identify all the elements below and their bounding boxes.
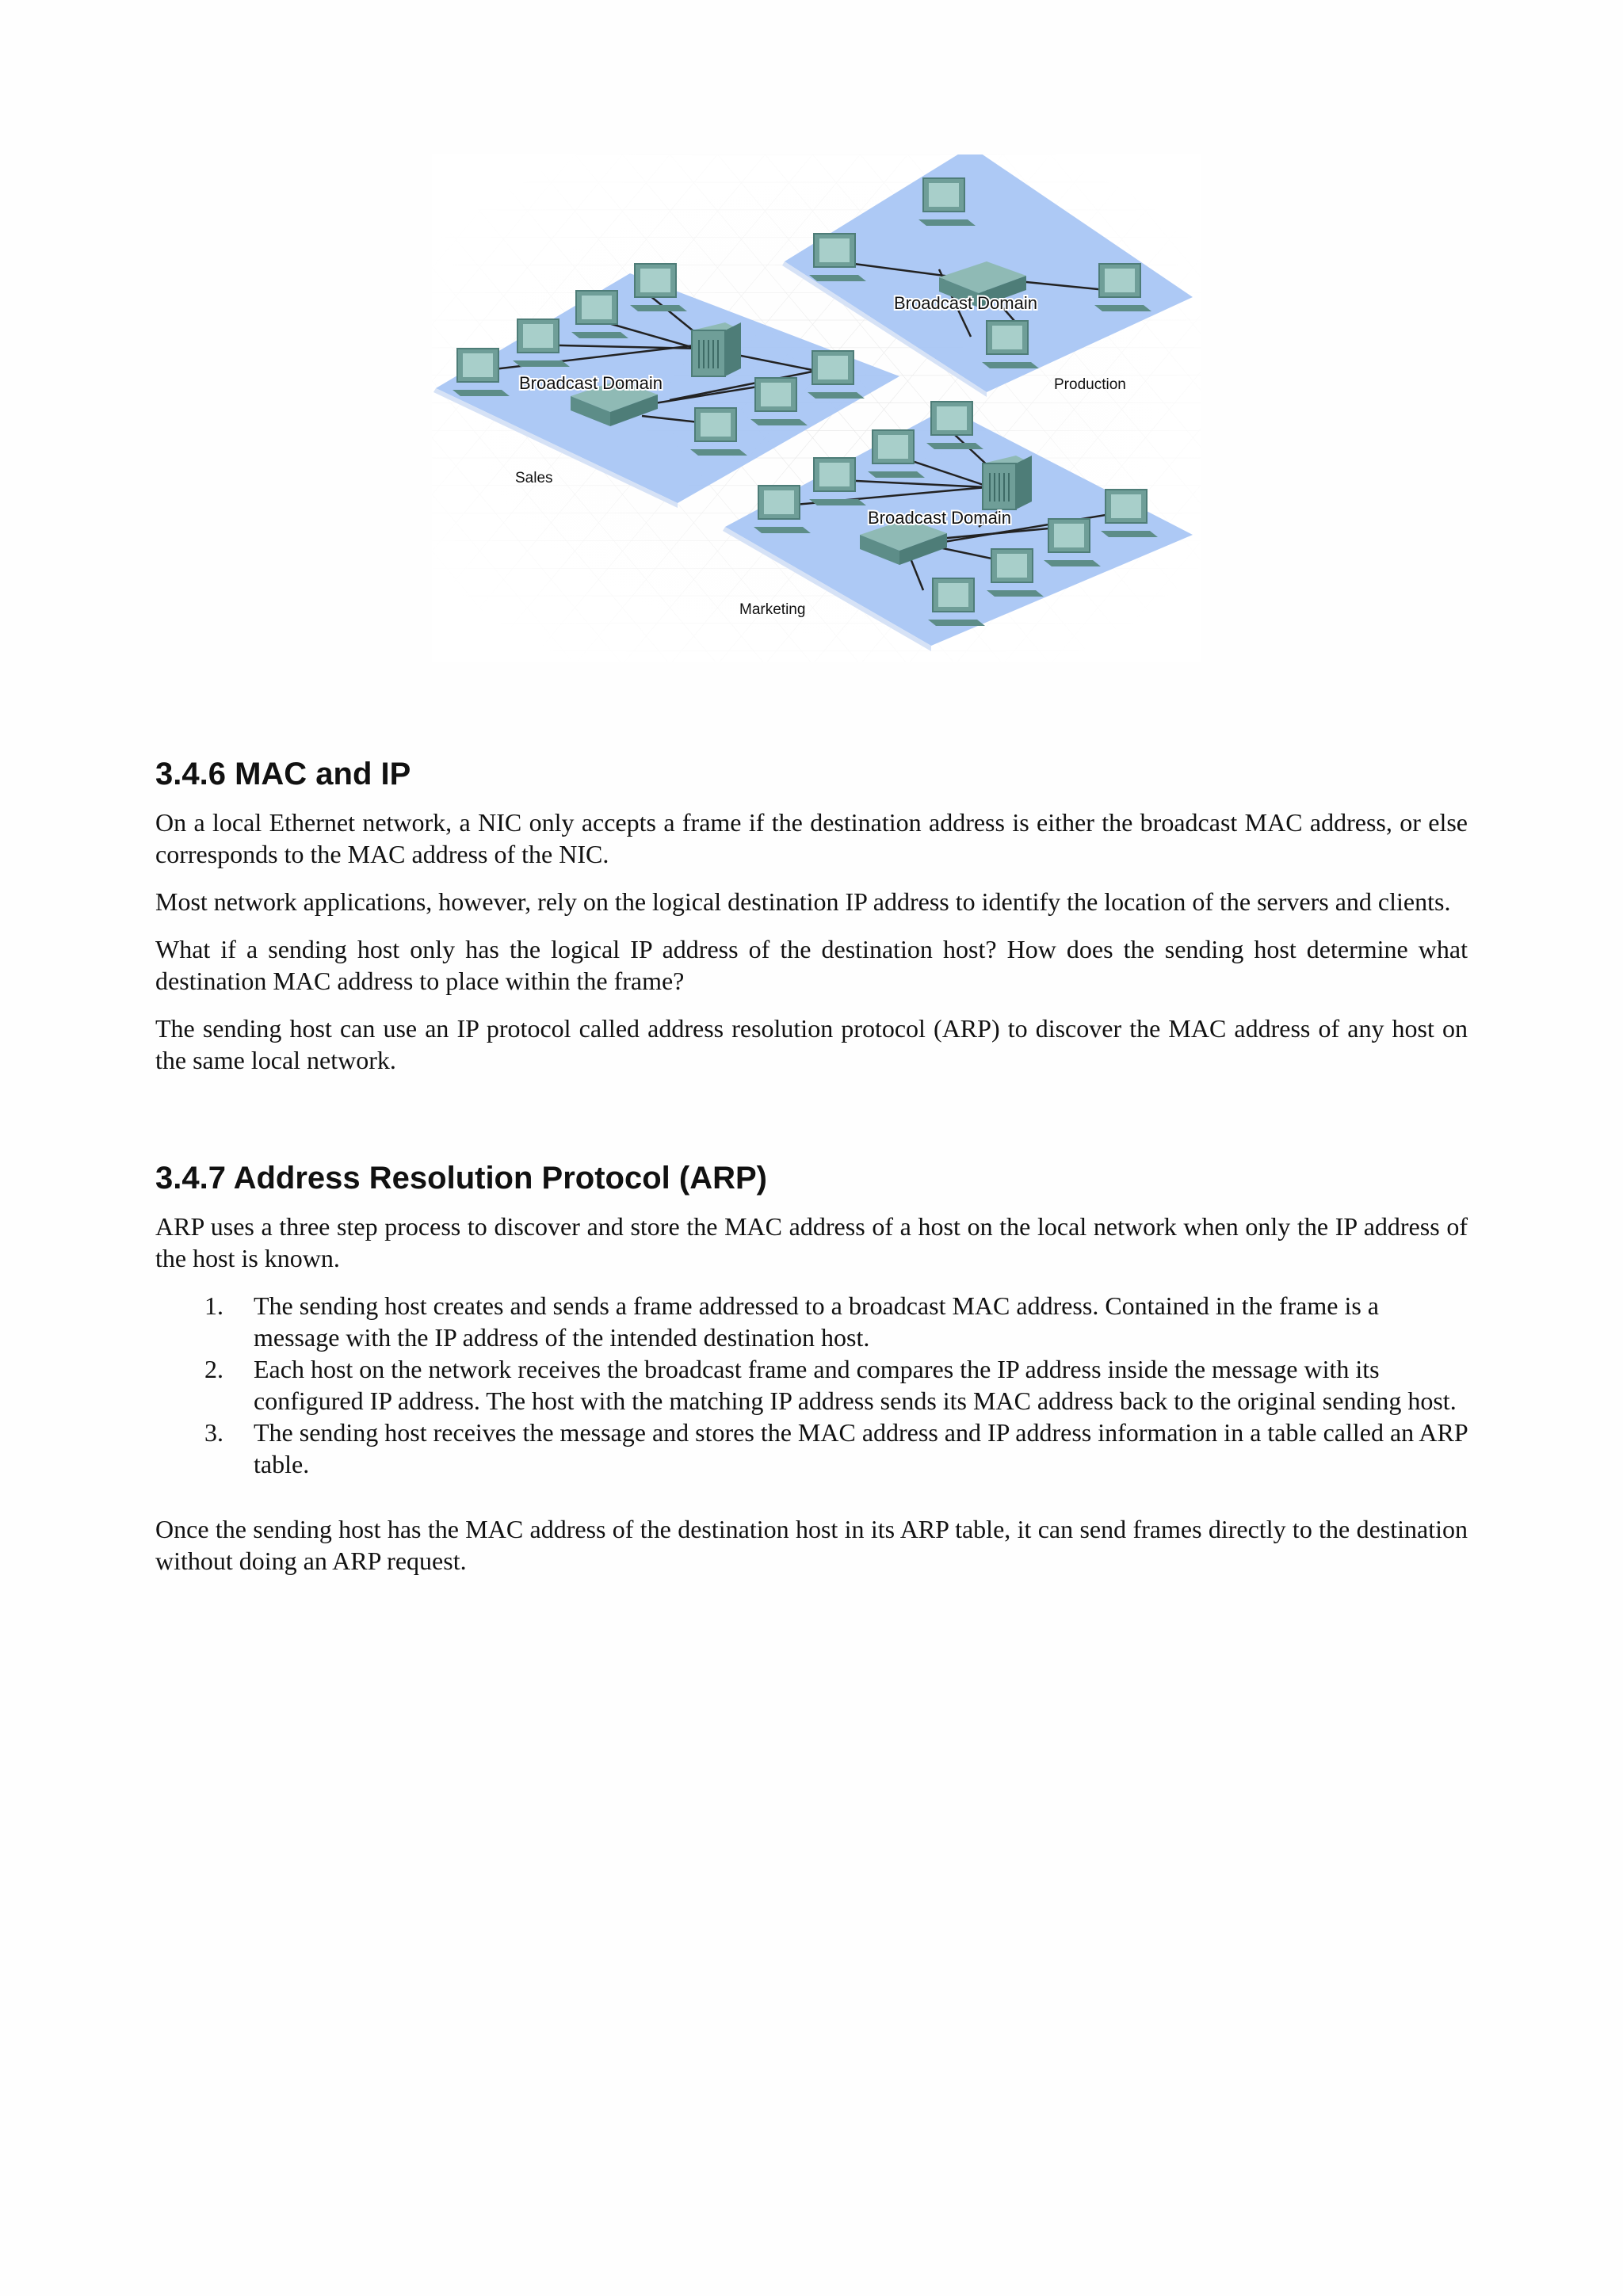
paragraph: On a local Ethernet network, a NIC only accepts a frame if the destination address is either the broadcast MAC address, or else corresponds to the MAC address of the NIC. [155,808,1468,868]
paragraph: What if a sending host only has the logical IP address of the destination host? How does the sending host determine what destination MAC address to place within the frame? [155,935,1468,995]
broadcast-domains-figure [432,154,1201,662]
list-item-text: The sending host receives the message and stores the MAC address and IP address information in a table called an ARP table. [254,1418,1468,1478]
section-arp [155,1161,1468,1577]
sales-label: Sales [515,470,553,486]
broadcast-domain-label-production: Broadcast Domain [894,293,1037,313]
marketing-label: Marketing [739,601,806,618]
list-number: 2. [204,1355,223,1383]
list-item-text: The sending host creates and sends a frame addressed to a broadcast MAC address. Contained in the frame is a message with the IP address of the intended destination host. [254,1291,1379,1352]
list-item [155,1353,1468,1417]
marketing-hub [983,456,1032,509]
section-mac-and-ip [155,757,1468,1092]
arp-steps-list [155,1290,1468,1480]
section-heading: 3.4.7 Address Resolution Protocol (ARP) [155,1161,767,1196]
section-heading: 3.4.6 MAC and IP [155,757,411,791]
sales-hub [692,322,741,376]
paragraph: ARP uses a three step process to discover and store the MAC address of a host on the local network when only the IP address of the host is known. [155,1212,1468,1272]
production-label: Production [1054,376,1126,393]
list-item [155,1290,1468,1353]
broadcast-domain-label-marketing: Broadcast Domain [868,508,1011,528]
broadcast-domain-label-sales: Broadcast Domain [519,373,663,393]
paragraph: The sending host can use an IP protocol called address resolution protocol (ARP) to discover the MAC address of any host on the same local network. [155,1014,1468,1074]
network-diagram [432,154,1201,662]
paragraph: Once the sending host has the MAC address of the destination host in its ARP table, it can send frames directly to the destination without doing an ARP request. [155,1515,1468,1575]
paragraph: Most network applications, however, rely on the logical destination IP address to identify the location of the servers and clients. [155,887,1451,916]
list-number: 1. [204,1291,223,1320]
list-item [155,1417,1468,1480]
list-item-text: Each host on the network receives the broadcast frame and compares the IP address inside the message with its configured IP address. The host with the matching IP address sends its MAC address back to the original sending host. [254,1355,1457,1415]
list-number: 3. [204,1418,223,1447]
